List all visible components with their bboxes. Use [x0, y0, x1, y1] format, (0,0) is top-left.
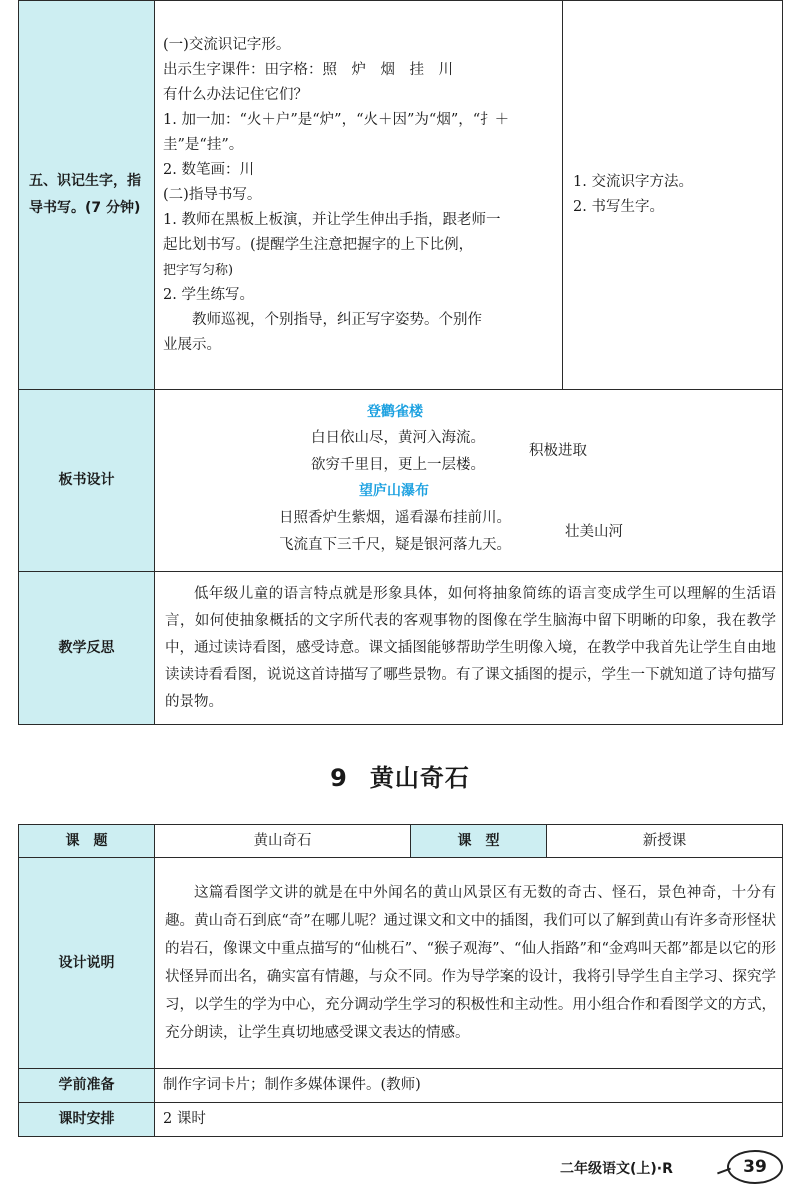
reflection-row — [19, 572, 783, 725]
schedule-label: 课时安排 — [19, 1103, 155, 1137]
type-label: 课 型 — [411, 825, 547, 858]
reflection-label: 教学反思 — [19, 572, 155, 725]
design-label: 设计说明 — [19, 858, 155, 1069]
topic-row — [19, 825, 783, 858]
lesson-number: 9 — [330, 764, 348, 792]
teacher-line: 圭”是“挂”。 — [163, 136, 244, 153]
poem1-line2: 欲穷千里目，更上一层楼。 — [311, 456, 485, 473]
teacher-line: 出示生字课件：田字格：照 炉 烟 挂 川 — [163, 61, 453, 78]
teacher-line: 业展示。 — [163, 336, 221, 353]
teacher-line: 2. 数笔画：川 — [163, 161, 254, 178]
section5-row — [19, 1, 783, 390]
teacher-line: 2. 学生练写。 — [163, 286, 254, 303]
lesson-plan-table-continued — [18, 0, 783, 725]
schedule-row — [19, 1103, 783, 1137]
poem2-line1: 日照香炉生紫烟，遥看瀑布挂前川。 — [279, 509, 511, 526]
page-number: 39 — [727, 1150, 783, 1184]
prep-label: 学前准备 — [19, 1069, 155, 1103]
poem1-theme: 积极进取 — [529, 442, 587, 459]
board-design — [155, 390, 783, 572]
footer-book-label: 二年级语文(上)·R — [560, 1161, 673, 1177]
reflection-text: 低年级儿童的语言特点就是形象具体，如何将抽象简练的语言变成学生可以理解的生活语言，如何使抽象概括的文字所代表的客观事物的图像在学生脑海中留下明晰的印象，我在教学中，通过读诗看图，感受诗意。课文插图能够帮助学生明像入境，在教学中我首先让学生自由地读读诗看看图，说说这首诗描写了哪些景物。有了课文插图的提示，学生一下就知道了诗句描写的景物。 — [155, 572, 783, 725]
board-label: 板书设计 — [19, 390, 155, 572]
lesson-title: 黄山奇石 — [369, 764, 470, 792]
design-text: 这篇看图学文讲的就是在中外闻名的黄山风景区有无数的奇古、怪石，景色神奇，十分有趣。黄山奇石到底“奇”在哪儿呢？通过课文和文中的插图，我们可以了解到黄山有许多奇形怪状的岩石，像课文中重点描写的“仙桃石”、“猴子观海”、“仙人指路”和“金鸡叫天都”都是以它的形状怪异而出名，确实富有情趣，与众不同。作为导学案的设计，我将引导学生自主学习、探究学习，以学生的学为中心，充分调动学生学习的积极性和主动性。用小组合作和看图学文的方式，充分朗读，让学生真切地感受课文表达的情感。 — [155, 858, 783, 1069]
teacher-line: (二)指导书写。 — [163, 186, 262, 203]
poem1-title: 登鹳雀楼 — [367, 403, 423, 420]
topic-value: 黄山奇石 — [155, 825, 411, 858]
poem2-theme: 壮美山河 — [565, 523, 623, 540]
design-row — [19, 858, 783, 1069]
teacher-line: (一)交流识记字形。 — [163, 36, 291, 53]
section5-student-activities — [563, 1, 783, 390]
type-value: 新授课 — [547, 825, 783, 858]
teacher-line: 1. 教师在黑板上板演，并让学生伸出手指，跟老师一 — [163, 211, 501, 228]
poem2-line2: 飞流直下三千尺，疑是银河落九天。 — [279, 536, 511, 553]
teacher-line: 1. 加一加：“火＋户”是“炉”，“火＋因”为“烟”，“扌＋ — [163, 111, 510, 128]
prep-value: 制作字词卡片；制作多媒体课件。(教师) — [155, 1069, 783, 1103]
lesson-heading — [0, 758, 800, 793]
board-row — [19, 390, 783, 572]
lesson-info-table — [18, 824, 783, 1137]
teacher-line: 教师巡视，个别指导，纠正写字姿势。个别作 — [192, 311, 482, 328]
poem2-title: 望庐山瀑布 — [359, 482, 429, 499]
schedule-value: 2 课时 — [155, 1103, 783, 1137]
teacher-line: 起比划书写。(提醒学生注意把握字的上下比例， — [163, 236, 474, 253]
teacher-line: 把字写匀称) — [163, 262, 234, 278]
poem1-line1: 白日依山尽，黄河入海流。 — [311, 429, 485, 446]
student-line: 2. 书写生字。 — [573, 199, 664, 215]
student-line: 1. 交流识字方法。 — [573, 174, 693, 190]
topic-label: 课 题 — [19, 825, 155, 858]
section5-teacher-activities — [155, 1, 563, 390]
teacher-line: 有什么办法记住它们？ — [163, 86, 308, 103]
section5-label: 五、识记生字，指导书写。(7 分钟) — [19, 1, 155, 390]
prep-row — [19, 1069, 783, 1103]
